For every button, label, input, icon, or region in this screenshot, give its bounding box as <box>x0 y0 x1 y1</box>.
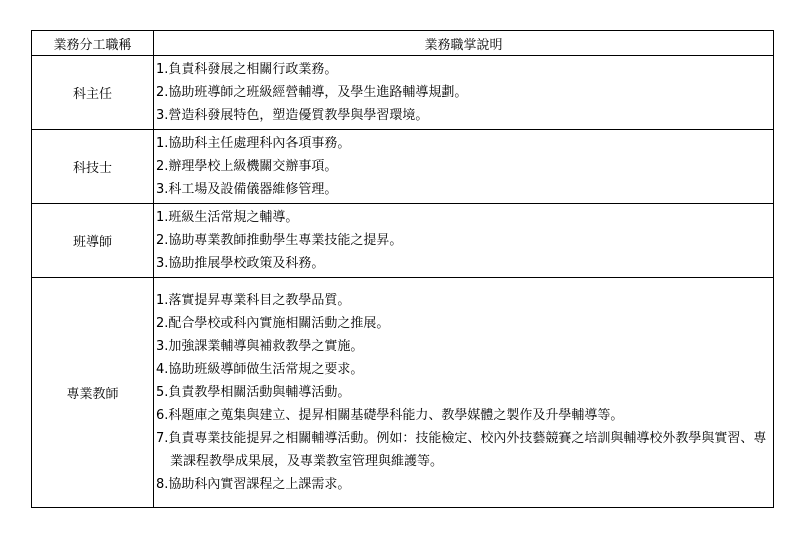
table-row <box>32 130 774 204</box>
table-row <box>32 204 774 278</box>
duty-list <box>154 278 773 507</box>
duty-item: 2.協助班導師之班級經營輔導，及學生進路輔導規劃。 <box>156 85 468 100</box>
duties-cell <box>154 278 774 508</box>
duty-item: 3.科工場及設備儀器維修管理。 <box>156 182 338 197</box>
duty-item: 7.負責專業技能提昇之相關輔導活動。例如：技能檢定、校內外技藝競賽之培訓與輔導校外教學與實習、專業課程教學成果展，及專業教室管理與維護等。 <box>156 431 767 469</box>
duty-item: 1.班級生活常規之輔導。 <box>156 210 299 225</box>
duty-item: 1.負責科發展之相關行政業務。 <box>156 62 338 77</box>
header-row <box>32 31 774 56</box>
role-name: 科主任 <box>32 56 154 130</box>
duty-list <box>154 130 773 203</box>
table-row <box>32 278 774 508</box>
role-column-header: 業務分工職稱 <box>32 31 154 56</box>
duty-item: 3.加強課業輔導與補救教學之實施。 <box>156 339 364 354</box>
duties-cell <box>154 56 774 130</box>
duty-list <box>154 56 773 129</box>
duty-item: 4.協助班級導師做生活常規之要求。 <box>156 362 364 377</box>
duties-column-header: 業務職掌說明 <box>154 31 774 56</box>
duty-item: 1.協助科主任處理科內各項事務。 <box>156 136 351 151</box>
duty-item: 8.協助科內實習課程之上課需求。 <box>156 477 351 492</box>
duty-item: 3.營造科發展特色，塑造優質教學與學習環境。 <box>156 108 429 123</box>
role-name: 科技士 <box>32 130 154 204</box>
duties-table <box>31 30 774 508</box>
duties-cell <box>154 130 774 204</box>
duty-item: 2.配合學校或科內實施相關活動之推展。 <box>156 316 390 331</box>
role-name: 專業教師 <box>32 278 154 508</box>
role-name: 班導師 <box>32 204 154 278</box>
duty-list <box>154 204 773 277</box>
duty-item: 3.協助推展學校政策及科務。 <box>156 256 325 271</box>
duty-item: 5.負責教學相關活動與輔導活動。 <box>156 385 351 400</box>
duty-item: 1.落實提昇專業科目之教學品質。 <box>156 293 351 308</box>
duty-item: 2.辦理學校上級機關交辦事項。 <box>156 159 338 174</box>
duties-cell <box>154 204 774 278</box>
duty-item: 6.科題庫之蒐集與建立、提昇相關基礎學科能力、教學媒體之製作及升學輔導等。 <box>156 408 624 423</box>
duty-item: 2.協助專業教師推動學生專業技能之提昇。 <box>156 233 403 248</box>
table-row <box>32 56 774 130</box>
